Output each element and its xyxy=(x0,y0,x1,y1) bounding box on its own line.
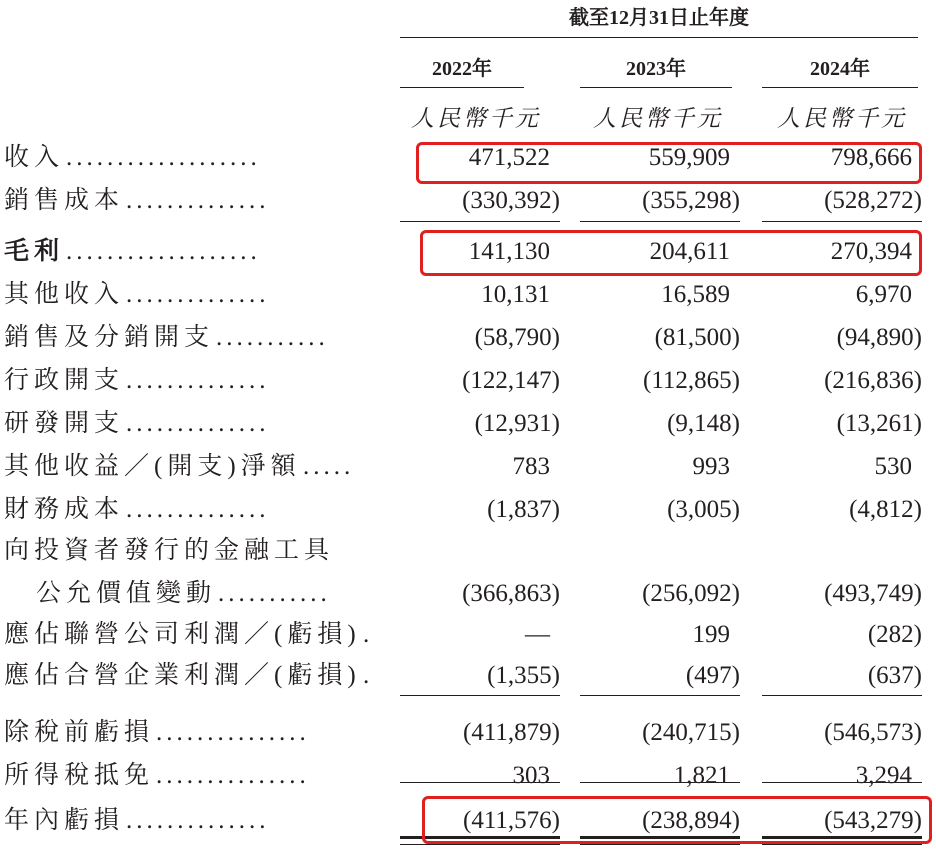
value-2022: (411,576) xyxy=(463,807,560,834)
highlight-box-gross-profit xyxy=(420,230,922,276)
value-2024: 3,294 xyxy=(855,762,912,789)
value-2024: 798,666 xyxy=(830,144,912,171)
value-2024: (216,836) xyxy=(824,367,922,394)
unit-label-2024: 人民幣千元 xyxy=(777,106,907,131)
row-selling-distribution xyxy=(0,317,936,359)
rule-jv-2024 xyxy=(762,695,922,696)
row-rnd xyxy=(0,403,936,445)
leader-dots: .............. xyxy=(126,281,270,308)
row-admin xyxy=(0,360,936,402)
value-2024: (637) xyxy=(867,662,922,689)
leader-dots: .............. xyxy=(126,367,270,394)
value-2022: (12,931) xyxy=(474,410,560,437)
leader-dots: . xyxy=(363,662,374,689)
highlight-box-loss-for-year xyxy=(422,796,932,844)
rule-cost-2022 xyxy=(400,221,560,222)
value-2022: 141,130 xyxy=(468,238,550,265)
period-underline xyxy=(400,37,918,38)
leader-dots: ..... xyxy=(303,453,355,480)
value-2023: (355,298) xyxy=(642,187,740,214)
value-2023: (238,894) xyxy=(642,807,740,834)
value-2024: 6,970 xyxy=(855,281,912,308)
rule-cost-2024 xyxy=(762,221,922,222)
rule-jv-2023 xyxy=(580,695,740,696)
leader-dots: . xyxy=(363,621,374,648)
row-label: 向投資者發行的金融工具 xyxy=(4,537,335,564)
leader-dots: .............. xyxy=(126,807,270,834)
row-other-net xyxy=(0,446,936,488)
row-label: 除稅前虧損 xyxy=(4,719,155,746)
value-2024: (528,272) xyxy=(824,187,922,214)
row-label: 公允價值變動 xyxy=(36,580,217,607)
value-2024: (4,812) xyxy=(849,496,922,523)
row-label: 財務成本 xyxy=(4,496,125,523)
unit-label-2022: 人民幣千元 xyxy=(411,106,541,131)
year-header-2024: 2024年 xyxy=(810,58,870,80)
period-heading: 截至12月31日止年度 xyxy=(569,7,749,29)
value-2022: (122,147) xyxy=(462,367,560,394)
value-2023: (112,865) xyxy=(643,367,740,394)
value-2024: (493,749) xyxy=(824,580,922,607)
row-label: 毛利 xyxy=(4,238,65,265)
highlight-box-revenue xyxy=(416,142,922,184)
row-label: 所得稅抵免 xyxy=(4,762,155,789)
rule-tax-2023 xyxy=(580,782,740,783)
year-underline-2022 xyxy=(400,87,524,88)
value-2022: 783 xyxy=(512,453,550,480)
value-2023: (497) xyxy=(685,662,740,689)
value-2024: (282) xyxy=(867,621,922,648)
row-fair-value-heading xyxy=(0,530,936,572)
year-underline-2024 xyxy=(762,87,918,88)
row-label: 其他收益／(開支)淨額 xyxy=(4,453,301,480)
value-2024: (94,890) xyxy=(836,324,922,351)
leader-dots: ............... xyxy=(156,762,310,789)
row-label: 應佔合營企業利潤／(虧損) xyxy=(4,662,361,689)
row-label: 收入 xyxy=(4,144,65,171)
leader-dots: ........... xyxy=(218,580,331,607)
row-cost-of-sales xyxy=(0,180,936,222)
leader-dots: ................... xyxy=(66,238,261,265)
value-2022: (58,790) xyxy=(474,324,560,351)
year-header-2023: 2023年 xyxy=(626,58,686,80)
row-joint-ventures xyxy=(0,655,936,697)
unit-label-2023: 人民幣千元 xyxy=(593,106,723,131)
value-2023 xyxy=(580,530,730,572)
rule-tax-2022 xyxy=(400,782,560,783)
value-2022: 10,131 xyxy=(481,281,550,308)
leader-dots: .............. xyxy=(126,187,270,214)
row-label: 銷售及分銷開支 xyxy=(4,324,215,351)
leader-dots: .............. xyxy=(126,496,270,523)
double-rule-bottom-2022 xyxy=(400,844,560,845)
row-fair-value-change xyxy=(0,573,936,615)
value-2022: (366,863) xyxy=(462,580,560,607)
leader-dots: ............... xyxy=(156,719,310,746)
rule-cost-2023 xyxy=(580,221,740,222)
value-2022: (1,837) xyxy=(487,496,560,523)
value-2023: (9,148) xyxy=(667,410,740,437)
row-other-income xyxy=(0,274,936,316)
year-header-2022: 2022年 xyxy=(432,58,492,80)
row-loss-before-tax xyxy=(0,712,936,754)
value-2023: (240,715) xyxy=(642,719,740,746)
value-2022: — xyxy=(525,621,550,648)
leader-dots: .............. xyxy=(126,410,270,437)
row-label: 應佔聯營公司利潤／(虧損) xyxy=(4,621,361,648)
value-2023: 199 xyxy=(692,621,730,648)
row-label: 研發開支 xyxy=(4,410,125,437)
value-2023: 16,589 xyxy=(661,281,730,308)
value-2023: 204,611 xyxy=(649,238,730,265)
double-rule-bottom-2024 xyxy=(762,844,922,845)
value-2023: 1,821 xyxy=(673,762,730,789)
year-underline-2023 xyxy=(580,87,732,88)
leader-dots: ........... xyxy=(216,324,329,351)
row-finance-cost xyxy=(0,489,936,531)
value-2023: 993 xyxy=(692,453,730,480)
row-tax-credit xyxy=(0,755,936,797)
value-2024: 270,394 xyxy=(830,238,912,265)
value-2022: 303 xyxy=(512,762,550,789)
value-2022: 471,522 xyxy=(468,144,550,171)
value-2024: (13,261) xyxy=(836,410,922,437)
rule-jv-2022 xyxy=(400,695,560,696)
value-2024: 530 xyxy=(874,453,912,480)
value-2022: (411,879) xyxy=(463,719,560,746)
value-2023: (3,005) xyxy=(667,496,740,523)
row-label: 銷售成本 xyxy=(4,187,125,214)
value-2024 xyxy=(762,530,912,572)
value-2023: 559,909 xyxy=(648,144,730,171)
value-2022 xyxy=(400,530,550,572)
row-associates xyxy=(0,614,936,656)
leader-dots: ................... xyxy=(66,144,261,171)
row-label: 其他收入 xyxy=(4,281,125,308)
double-rule-bottom-2023 xyxy=(580,844,740,845)
rule-tax-2024 xyxy=(762,782,922,783)
value-2022: (1,355) xyxy=(487,662,560,689)
value-2022: (330,392) xyxy=(462,187,560,214)
value-2024: (543,279) xyxy=(824,807,922,834)
value-2023: (256,092) xyxy=(642,580,740,607)
row-label: 行政開支 xyxy=(4,367,125,394)
row-label: 年內虧損 xyxy=(4,807,125,834)
value-2024: (546,573) xyxy=(824,719,922,746)
value-2023: (81,500) xyxy=(654,324,740,351)
